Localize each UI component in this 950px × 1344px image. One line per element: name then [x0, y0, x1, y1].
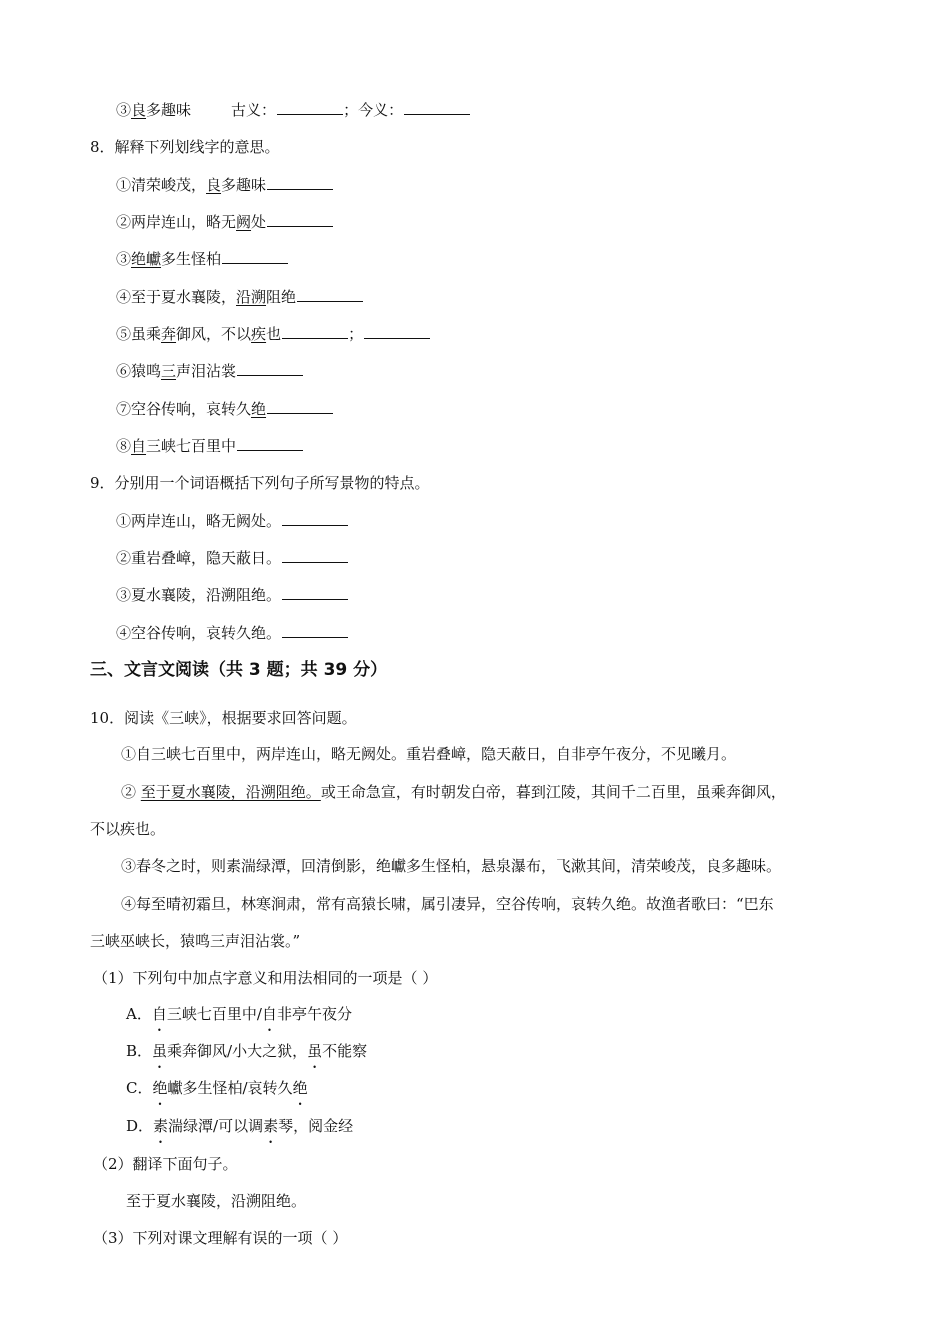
q9-item-1: ①两岸连山，略无阙处。: [116, 511, 348, 531]
subq-2-stem: （2）翻译下面句子。: [93, 1155, 238, 1173]
q9-item-3: ③夏水襄陵，沿溯阻绝。: [116, 585, 348, 605]
passage-para-1: ①自三峡七百里中，两岸连山，略无阙处。重岩叠嶂，隐天蔽日，自非亭午夜分，不见曦月。: [121, 745, 737, 763]
q7-item-3: ③良多趣味 古义： ；今义：: [116, 100, 470, 120]
passage-para-3: ③春冬之时，则素湍绿潭，回清倒影，绝巘多生怪柏，悬泉瀑布，飞漱其间，清荣峻茂，良多趣味。: [121, 857, 782, 875]
subq-1-option-d: D．素湍绿潭/可以调素琴，阅金经: [126, 1117, 354, 1135]
q9-item-4: ④空谷传响，哀转久绝。: [116, 623, 348, 643]
q8-item-1: ①清荣峻茂，良多趣味: [116, 175, 333, 195]
passage-para-4-line-2: 三峡巫峡长，猿鸣三声泪沾裳。”: [90, 932, 301, 950]
passage-para-2-line-1: ② 至于夏水襄陵，沿溯阻绝。或王命急宣，有时朝发白帝，暮到江陵，其间千二百里，虽乘奔御风，: [121, 783, 786, 801]
q8-item-6: ⑥猿鸣三声泪沾裳: [116, 361, 303, 381]
q9-item-2: ②重岩叠嶂，隐天蔽日。: [116, 548, 348, 568]
q8-item-7: ⑦空谷传响，哀转久绝: [116, 399, 333, 419]
q8-item-2: ②两岸连山，略无阙处: [116, 212, 333, 232]
q8-item-8: ⑧自三峡七百里中: [116, 436, 303, 456]
q8-item-5: ⑤虽乘奔御风，不以疾也 ；: [116, 324, 430, 344]
subq-2-sentence: 至于夏水襄陵，沿溯阻绝。: [126, 1192, 307, 1210]
passage-para-2-line-2: 不以疾也。: [90, 820, 166, 838]
subq-3-stem: （3）下列对课文理解有误的一项（ ）: [93, 1229, 348, 1247]
q8-item-4: ④至于夏水襄陵，沿溯阻绝: [116, 287, 363, 307]
passage-para-4-line-1: ④每至晴初霜旦，林寒涧肃，常有高猿长啸，属引凄异，空谷传响，哀转久绝。故渔者歌曰：“巴东: [121, 895, 774, 913]
subq-1-option-a: A．自三峡七百里中/自非亭午夜分: [126, 1005, 352, 1023]
subq-1-option-b: B．虽乘奔御风/小大之狱，虽不能察: [126, 1042, 368, 1060]
subq-1-stem: （1）下列句中加点字意义和用法相同的一项是（ ）: [93, 969, 438, 987]
q8-stem: 8．解释下列划线字的意思。: [90, 138, 280, 156]
q9-stem: 9．分别用一个词语概括下列句子所写景物的特点。: [90, 474, 430, 492]
subq-1-option-c: C．绝巘多生怪柏/哀转久绝: [126, 1079, 308, 1097]
q8-item-3: ③绝巘多生怪柏: [116, 249, 288, 269]
section-heading: 三、文言文阅读（共 3 题；共 39 分）: [90, 660, 388, 680]
q10-stem: 10．阅读《三峡》，根据要求回答问题。: [90, 709, 357, 727]
